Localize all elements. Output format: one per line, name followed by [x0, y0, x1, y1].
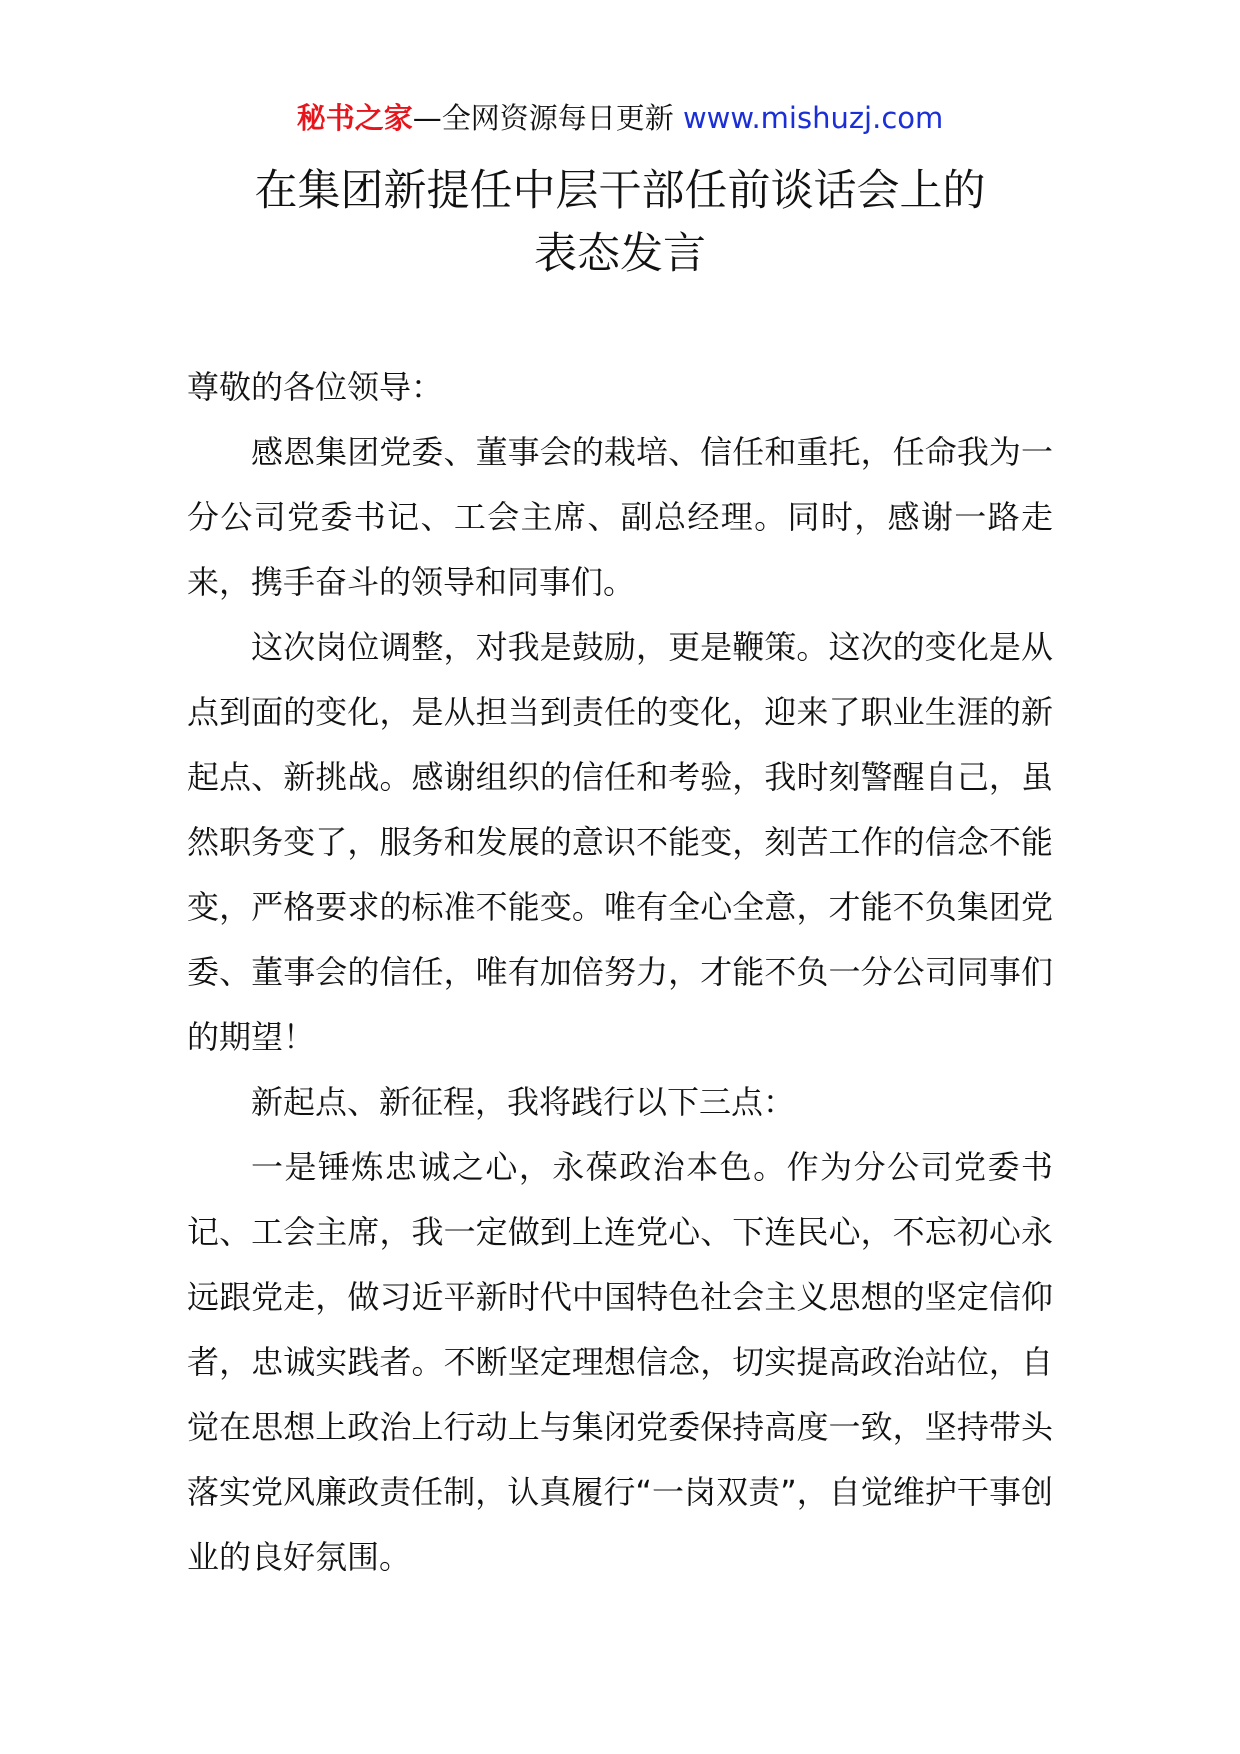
title-line-2: 表态发言: [534, 229, 706, 279]
salutation: 尊敬的各位领导：: [187, 368, 444, 406]
paragraph-2: 这次岗位调整，对我是鼓励，更是鞭策。这次的变化是从点到面的变化，是从担当到责任的变化，迎来了职业生涯的新起点、新挑战。感谢组织的信任和考验，我时刻警醒自己，虽然职务变了，服务和发展的意识不能变，刻苦工作的信念不能变，严格要求的标准不能变。唯有全心全意，才能不负集团党委、董事会的信任，唯有加倍努力，才能不负一分公司同事们的期望！: [187, 628, 1053, 1056]
title-line-1: 在集团新提任中层干部任前谈话会上的: [254, 166, 986, 216]
paragraph-4: 一是锤炼忠诚之心，永葆政治本色。作为分公司党委书记、工会主席，我一定做到上连党心、下连民心，不忘初心永远跟党走，做习近平新时代中国特色社会主义思想的坚定信仰者，忠诚实践者。不断坚定理想信念，切实提高政治站位，自觉在思想上政治上行动上与集闭党委保持高度一致，坚持带头落实党风廉政责任制，认真履行“一岗双责”，自觉维护干事创业的良好氛围。: [187, 1148, 1053, 1576]
site-url[interactable]: www.mishuzj.com: [682, 101, 944, 135]
paragraph-3: 新起点、新征程，我将践行以下三点：: [251, 1083, 796, 1121]
document-title: [0, 160, 1240, 286]
site-header: [0, 98, 1240, 138]
header-tagline: —全网资源每日更新: [412, 101, 683, 135]
brand-name: 秘书之家: [296, 101, 413, 135]
document-body: [187, 355, 1053, 1590]
paragraph-1: 感恩集团党委、董事会的栽培、信任和重托，任命我为一分公司党委书记、工会主席、副总经理。同时，感谢一路走来，携手奋斗的领导和同事们。: [187, 433, 1053, 601]
